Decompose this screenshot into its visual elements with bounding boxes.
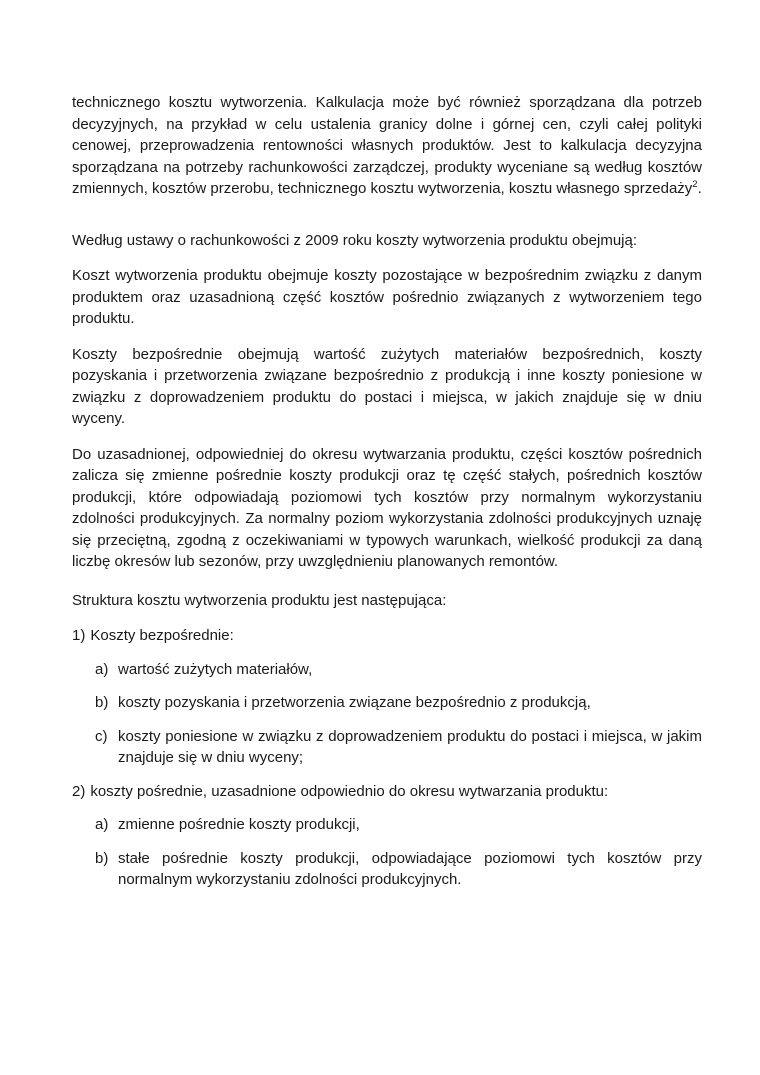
footnote-reference: 2 (692, 179, 698, 190)
list-number: 2) (72, 782, 86, 800)
list-item-2b (72, 848, 702, 891)
list-item-1a (72, 659, 702, 681)
list-item-2a (72, 814, 702, 836)
paragraph-text-tail: . (697, 180, 702, 197)
paragraph-indirect-costs: Do uzasadnionej, odpowiedniej do okresu wytwarzania produktu, części kosztów pośrednich zalicza się zmienne pośrednie koszty produkcji oraz tę część stałych, pośrednich kosztów produkcji, które odpowiadają poziomowi tych kosztów przy normalnym wykorzystaniu zdolności produkcyjnych. Za normalny poziom wykorzystania zdolności produkcyjnych uznaję się przeciętną, zgodną z oczekiwaniami w typowych warunkach, wielkość produkcji za daną liczbę okresów lub sezonów, przy uwzględnieniu planowanych remontów. (72, 445, 702, 570)
list-item-1 (72, 625, 702, 647)
list-item-text: koszty pośrednie, uzasadnione odpowiednio do okresu wytwarzania produktu: (90, 782, 609, 800)
list-marker: b) (95, 849, 109, 867)
paragraph-accounting-act-lead: Według ustawy o rachunkowości z 2009 roku koszty wytworzenia produktu obejmują: (72, 231, 638, 249)
paragraph-calculation-intro (72, 92, 702, 200)
list-item-1b (72, 692, 702, 714)
list-marker: b) (95, 694, 109, 711)
list-item-text: Koszty bezpośrednie: (90, 627, 234, 644)
list-number: 1) (72, 627, 86, 644)
list-marker: a) (95, 816, 109, 833)
list-item-text: wartość zużytych materiałów, (118, 660, 313, 678)
paragraph-structure-lead: Struktura kosztu wytworzenia produktu jest następująca: (72, 591, 447, 609)
list-marker: a) (95, 660, 109, 678)
paragraph-text: technicznego kosztu wytworzenia. Kalkulacja może być również sporządzana dla potrzeb decyzyjnych, na przykład w celu ustalenia granicy dolne i górnej cen, czyli całej polityki cenowej, przeprowadzenia rentowności własnych produktów. Jest to kalkulacja decyzyjna sporządzana na potrzeby rachunkowości zarządczej, produkty wyceniane są według kosztów zmiennych, kosztów przerobu, technicznego kosztu wytworzenia, kosztu własnego sprzedaży (72, 94, 702, 197)
list-item-text: koszty poniesione w związku z doprowadzeniem produktu do postaci i miejsca, w jakim znajduje się w dniu wyceny; (118, 727, 702, 766)
paragraph-cost-definition: Koszt wytworzenia produktu obejmuje koszty pozostające w bezpośrednim związku z danym produktem oraz uzasadnioną część kosztów pośrednio związanych z wytworzeniem tego produktu. (72, 267, 702, 327)
list-marker: c) (95, 727, 108, 745)
list-item-1c (72, 726, 702, 769)
list-item-text: koszty pozyskania i przetworzenia związane bezpośrednio z produkcją, (118, 694, 591, 711)
list-item-text: zmienne pośrednie koszty produkcji, (118, 816, 360, 833)
paragraph-direct-costs: Koszty bezpośrednie obejmują wartość zużytych materiałów bezpośrednich, koszty pozyskania i przetworzenia związane bezpośrednio z produkcją i inne koszty poniesione w związku z doprowadzeniem produktu do postaci i miejsca, w jakich znajduje się w dniu wyceny. (72, 345, 702, 427)
list-item-2 (72, 781, 702, 803)
list-item-text: stałe pośrednie koszty produkcji, odpowiadające poziomowi tych kosztów przy normalnym wykorzystaniu zdolności produkcyjnych. (118, 849, 702, 888)
